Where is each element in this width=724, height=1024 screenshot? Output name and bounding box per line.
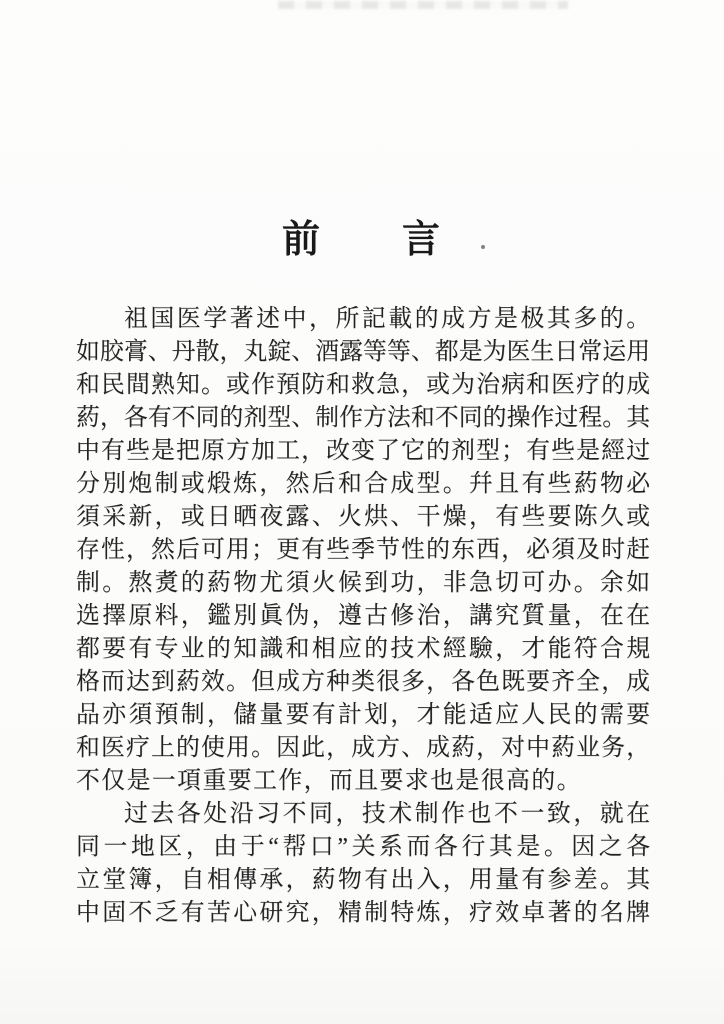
text-line: 不仅是一項重要工作，而且要求也是很高的。 <box>76 768 582 794</box>
page-title: 前 言 <box>281 219 442 261</box>
text-line: 同一地区，由于“帮口”关系而各行其是。因之各 <box>76 834 650 860</box>
preface-body <box>76 303 650 930</box>
text-line: 过去各处沿习不同，技术制作也不一致，就在 <box>124 801 650 827</box>
text-line: 选擇原料，鑑別眞伪，遵古修治，講究質量，在在 <box>76 603 650 629</box>
text-line: 立堂簿，自相傳承，葯物有出入，用量有参差。其 <box>76 867 650 893</box>
text-line: 品亦須預制，儲量要有計划，才能适应人民的需要 <box>76 702 650 728</box>
text-line: 都要有专业的知識和相应的技术經驗，才能符合規 <box>76 636 650 662</box>
scan-artifact-top <box>278 1 568 9</box>
text-line: 中固不乏有苦心研究，精制特炼，疗效卓著的名牌 <box>76 900 650 926</box>
text-line: 和医疗上的使用。因此，成方、成葯，对中葯业务， <box>76 735 650 761</box>
text-line: 須采新，或日晒夜露、火烘、干燥，有些要陈久或 <box>76 504 650 530</box>
text-line: 祖国医学著述中，所記載的成方是极其多的。 <box>124 306 650 332</box>
text-line: 分別炮制或煅炼，然后和合成型。幷且有些葯物必 <box>76 471 650 497</box>
text-line: 制。熬煑的葯物尤須火候到功，非急切可办。余如 <box>76 570 650 596</box>
ink-dot-artifact <box>481 245 485 249</box>
text-line: 如胶膏、丹散，丸錠、酒露等等、都是为医生日常运用 <box>76 339 650 365</box>
text-line: 格而达到葯效。但成方种类很多，各色既要齐全，成 <box>76 669 650 695</box>
text-line: 存性，然后可用；更有些季节性的东西，必須及时赶 <box>76 537 650 563</box>
text-line: 葯，各有不同的剂型、制作方法和不同的操作过程。其 <box>76 405 650 431</box>
text-line: 和民間熟知。或作預防和救急，或为治病和医疗的成 <box>76 372 650 398</box>
text-line: 中有些是把原方加工，改变了它的剂型；有些是經过 <box>76 438 650 464</box>
